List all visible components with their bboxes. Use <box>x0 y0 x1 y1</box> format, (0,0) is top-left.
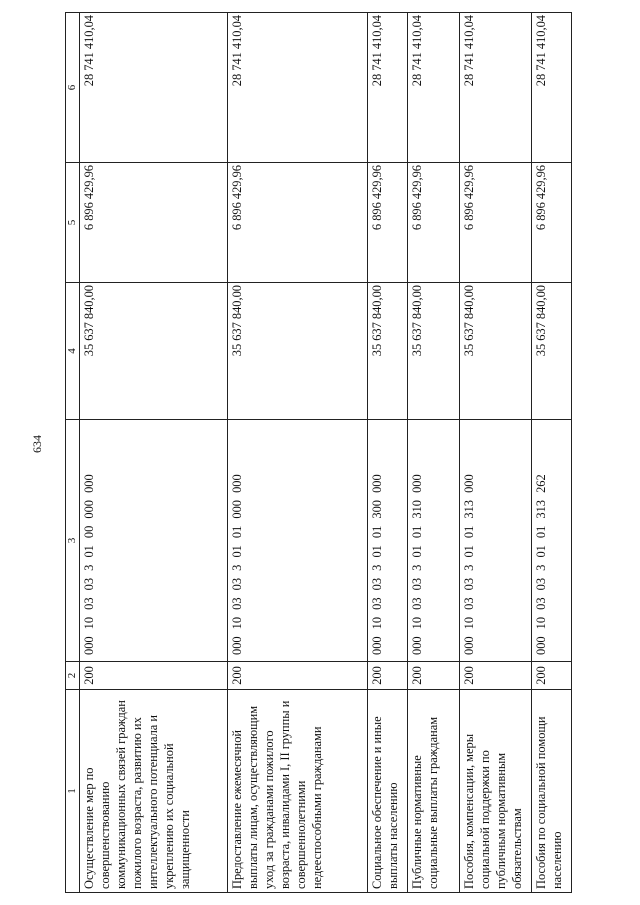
row-classification: 000 10 03 03 3 01 00 000 000 <box>80 420 228 662</box>
column-header: 1 <box>66 690 80 893</box>
table-row <box>532 13 572 893</box>
table-row <box>368 13 408 893</box>
row-col5: 6 896 429,96 <box>532 163 572 283</box>
column-header: 6 <box>66 13 80 163</box>
row-col4: 35 637 840,00 <box>80 283 228 420</box>
row-col5: 6 896 429,96 <box>80 163 228 283</box>
table-row <box>80 13 228 893</box>
row-col4: 35 637 840,00 <box>368 283 408 420</box>
budget-table <box>65 12 572 893</box>
row-col4: 35 637 840,00 <box>532 283 572 420</box>
row-col4: 35 637 840,00 <box>228 283 368 420</box>
page-number: 634 <box>30 435 44 453</box>
row-col4: 35 637 840,00 <box>408 283 460 420</box>
row-col5: 6 896 429,96 <box>228 163 368 283</box>
row-col4: 35 637 840,00 <box>460 283 532 420</box>
rotated-table-container <box>65 13 564 893</box>
row-col6: 28 741 410,04 <box>228 13 368 163</box>
row-name: Социальное обеспечение и иные выплаты населению <box>368 690 408 893</box>
row-code: 200 <box>460 662 532 690</box>
table-row <box>408 13 460 893</box>
column-header: 4 <box>66 283 80 420</box>
column-header: 3 <box>66 420 80 662</box>
row-col5: 6 896 429,96 <box>408 163 460 283</box>
row-name: Публичные нормативные социальные выплаты гражданам <box>408 690 460 893</box>
row-code: 200 <box>532 662 572 690</box>
row-col6: 28 741 410,04 <box>368 13 408 163</box>
row-name: Пособия по социальной помощи населению <box>532 690 572 893</box>
header-row <box>66 13 80 893</box>
row-col5: 6 896 429,96 <box>460 163 532 283</box>
row-name: Предоставление ежемесячной выплаты лицам, осуществляющим уход за гражданами пожилого возраста, инвалидами I, II группы и совершеннолетними недееспособными гражданами <box>228 690 368 893</box>
row-code: 200 <box>368 662 408 690</box>
row-col6: 28 741 410,04 <box>460 13 532 163</box>
row-classification: 000 10 03 03 3 01 01 313 262 <box>532 420 572 662</box>
row-col6: 28 741 410,04 <box>532 13 572 163</box>
row-col5: 6 896 429,96 <box>368 163 408 283</box>
row-classification: 000 10 03 03 3 01 01 310 000 <box>408 420 460 662</box>
row-classification: 000 10 03 03 3 01 01 000 000 <box>228 420 368 662</box>
column-header: 2 <box>66 662 80 690</box>
column-header: 5 <box>66 163 80 283</box>
table-row <box>460 13 532 893</box>
row-name: Осуществление мер по совершенствованию коммуникационных связей граждан пожилого возраста, развитию их интеллектуального потенциала и укреплению их социальной защищенности <box>80 690 228 893</box>
row-classification: 000 10 03 03 3 01 01 300 000 <box>368 420 408 662</box>
row-classification: 000 10 03 03 3 01 01 313 000 <box>460 420 532 662</box>
row-code: 200 <box>228 662 368 690</box>
row-col6: 28 741 410,04 <box>80 13 228 163</box>
row-col6: 28 741 410,04 <box>408 13 460 163</box>
row-code: 200 <box>408 662 460 690</box>
table-row <box>228 13 368 893</box>
row-code: 200 <box>80 662 228 690</box>
row-name: Пособия, компенсации, меры социальной поддержки по публичным нормативным обязательствам <box>460 690 532 893</box>
